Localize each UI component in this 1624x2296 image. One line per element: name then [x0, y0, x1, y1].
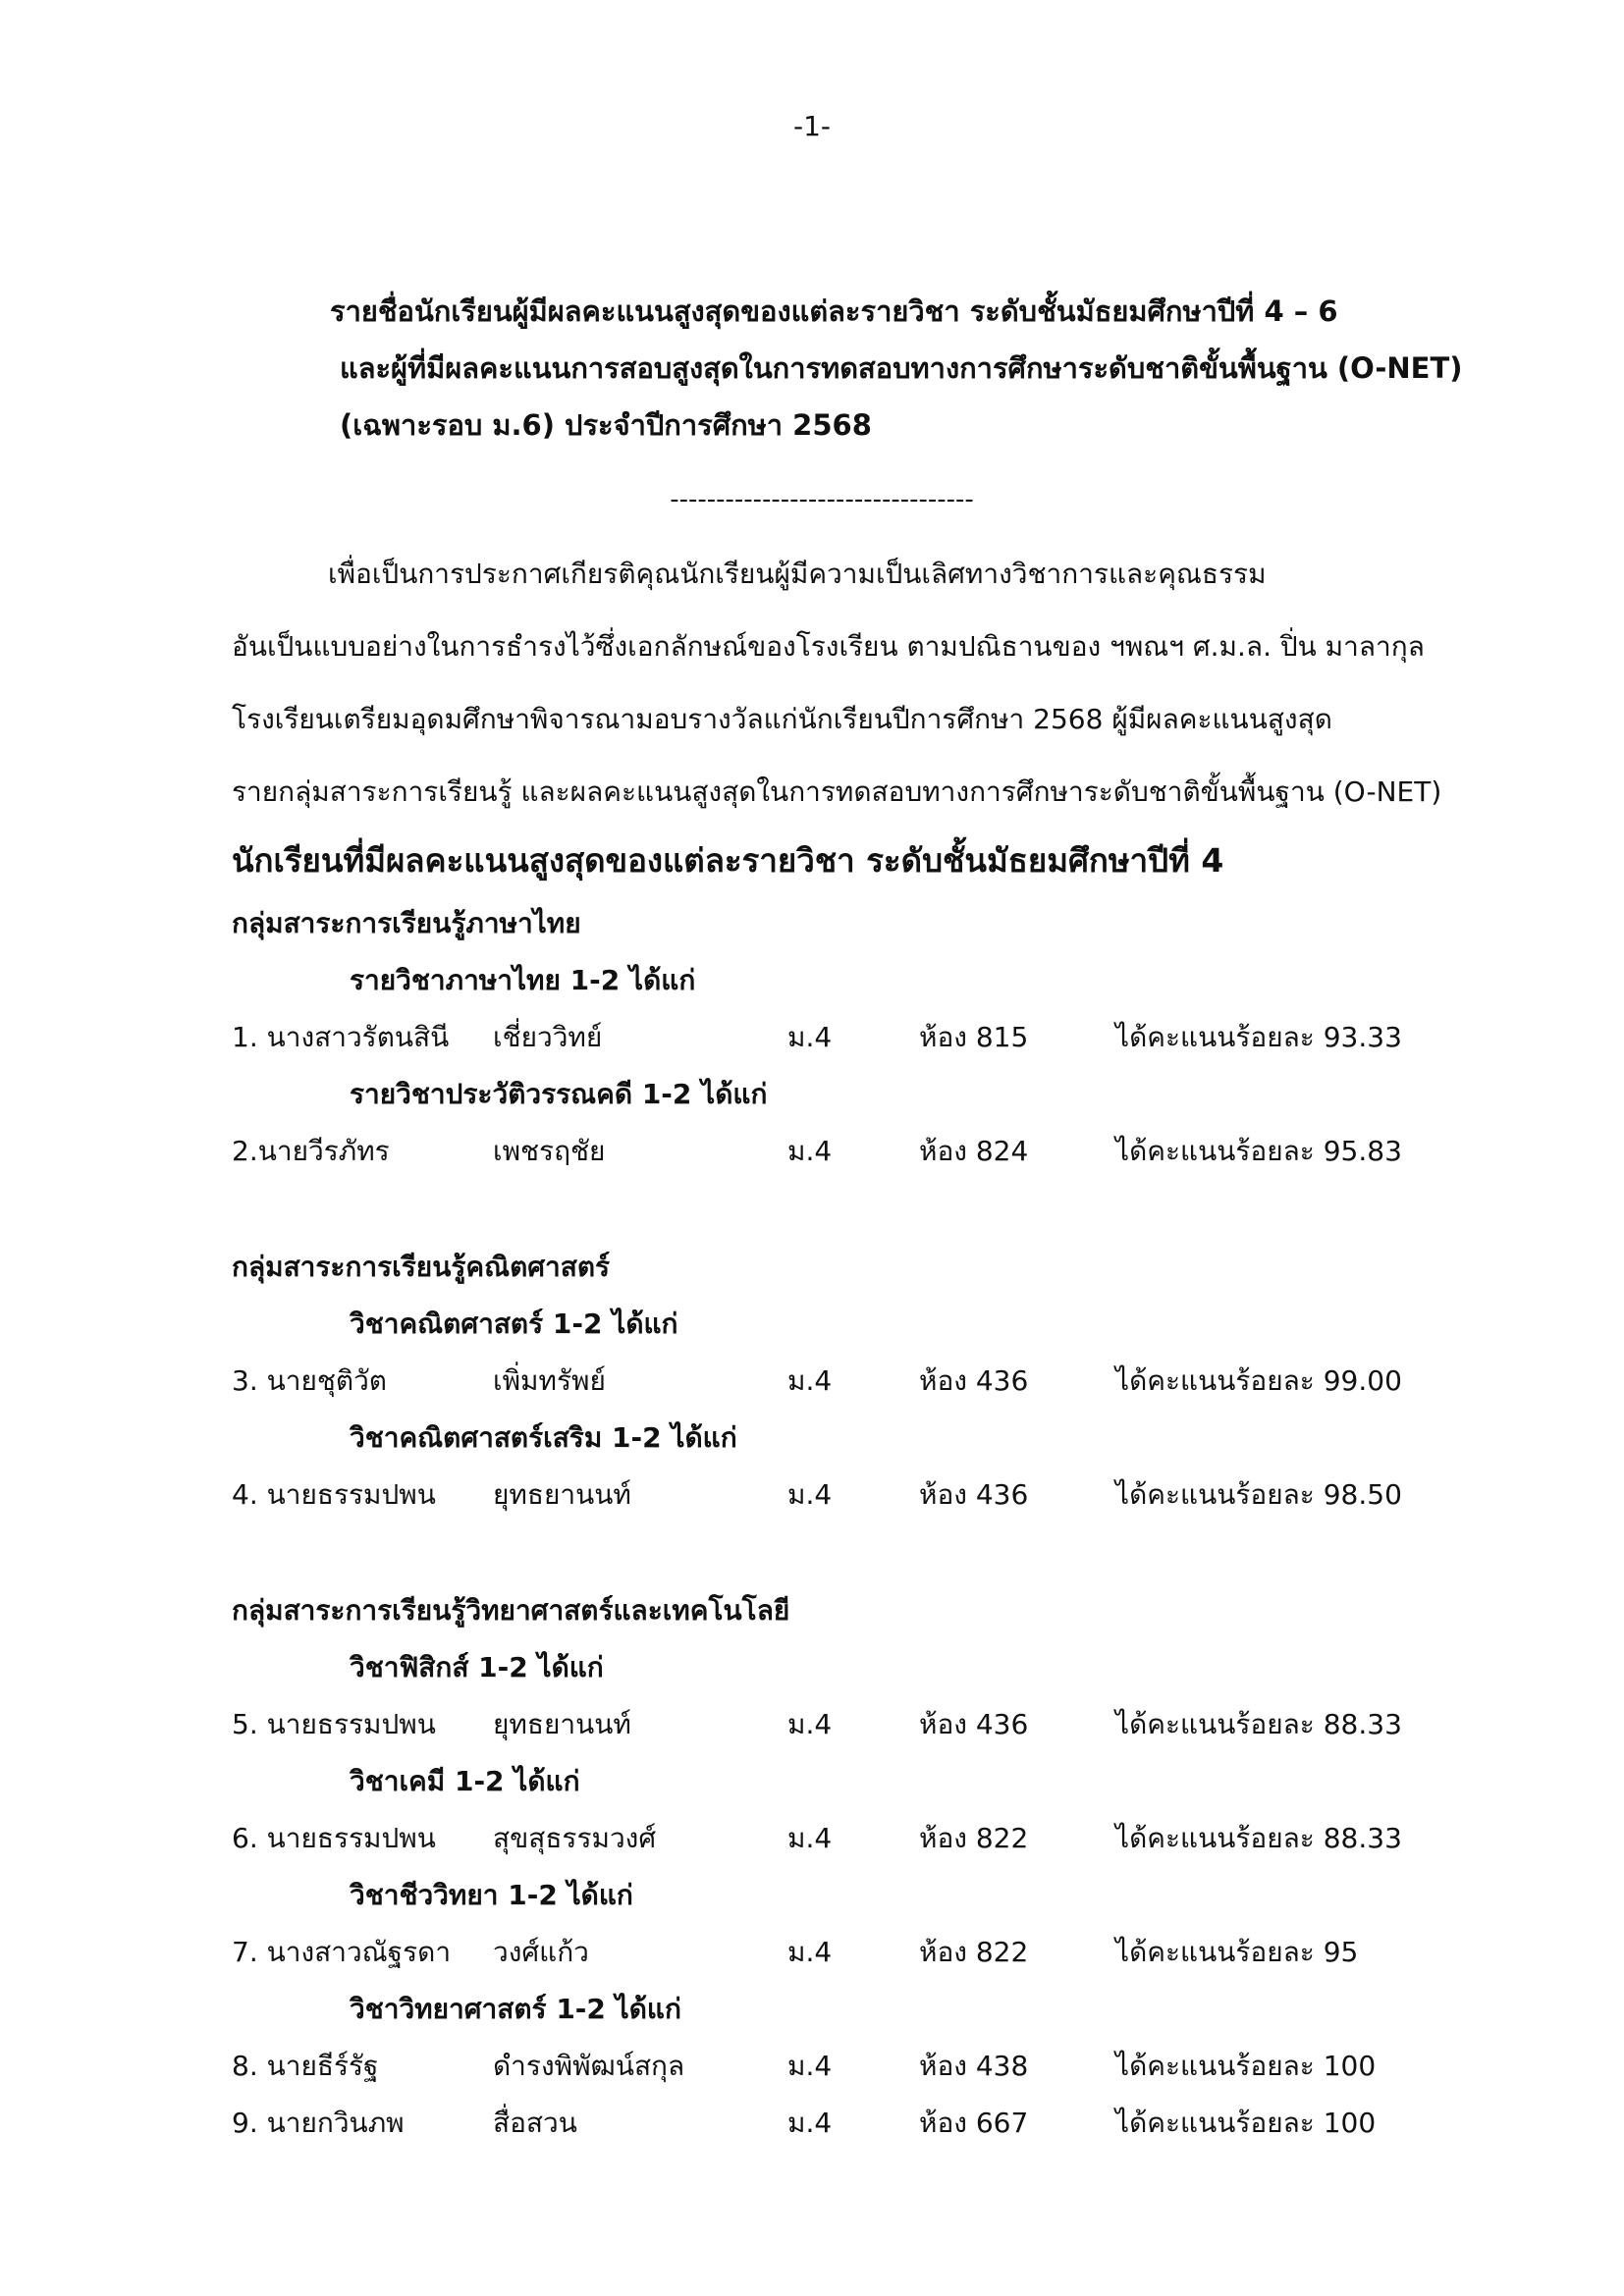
student-level: ม.4: [787, 2107, 833, 2139]
student-level: ม.4: [787, 1021, 833, 1053]
student-row: [232, 1467, 1508, 1523]
subject-heading: วิชาวิทยาศาสตร์ 1-2 ได้แก่: [350, 1993, 681, 2025]
intro-line: เพื่อเป็นการประกาศเกียรติคุณนักเรียนผู้มีความเป็นเลิศทางวิชาการและคุณธรรม: [328, 558, 1267, 590]
student-score: ได้คะแนนร้อยละ 88.33: [1115, 1822, 1402, 1854]
student-room: ห้อง 815: [919, 1021, 1029, 1053]
intro-paragraph: [232, 538, 1498, 828]
student-surname: วงศ์แก้ว: [493, 1936, 589, 1968]
award-list: [232, 895, 1508, 2152]
subject-heading: วิชาคณิตศาสตร์เสริม 1-2 ได้แก่: [350, 1421, 737, 1454]
student-surname: เพชรฤชัย: [493, 1135, 606, 1167]
student-room: ห้อง 667: [919, 2107, 1029, 2139]
student-surname: สุขสุธรรมวงศ์: [493, 1822, 657, 1854]
student-room: ห้อง 822: [919, 1822, 1029, 1854]
student-surname: เพิ่มทรัพย์: [493, 1364, 606, 1397]
divider-line: ---------------------------------: [670, 485, 974, 514]
student-name: 6. นายธรรมปพน: [232, 1822, 436, 1854]
section-heading: นักเรียนที่มีผลคะแนนสูงสุดของแต่ละรายวิชา ระดับชั้นมัธยมศึกษาปีที่ 4: [232, 841, 1224, 880]
student-score: ได้คะแนนร้อยละ 100: [1115, 2050, 1377, 2082]
student-name: 7. นางสาวณัฐรดา: [232, 1936, 452, 1968]
student-level: ม.4: [787, 1364, 833, 1397]
student-surname: ยุทธยานนท์: [493, 1708, 631, 1740]
student-level: ม.4: [787, 1822, 833, 1854]
student-room: ห้อง 822: [919, 1936, 1029, 1968]
subject-heading: วิชาชีววิทยา 1-2 ได้แก่: [350, 1879, 633, 1911]
title-line: (เฉพาะรอบ ม.6) ประจำปีการศึกษา 2568: [340, 408, 872, 442]
subject-heading: วิชาคณิตศาสตร์ 1-2 ได้แก่: [350, 1308, 678, 1340]
spacer: [232, 1523, 1508, 1582]
student-surname: ยุทธยานนท์: [493, 1478, 631, 1511]
subject-heading: วิชาเคมี 1-2 ได้แก่: [350, 1765, 580, 1797]
student-score: ได้คะแนนร้อยละ 88.33: [1115, 1708, 1402, 1740]
intro-line: โรงเรียนเตรียมอุดมศึกษาพิจารณามอบรางวัลแก่นักเรียนปีการศึกษา 2568 ผู้มีผลคะแนนสูงสุด: [232, 703, 1332, 735]
student-score: ได้คะแนนร้อยละ 95: [1115, 1936, 1359, 1968]
student-row: [232, 1696, 1508, 1753]
student-row: [232, 1353, 1508, 1410]
document-title: [330, 283, 1508, 454]
student-name: 5. นายธรรมปพน: [232, 1708, 436, 1740]
student-level: ม.4: [787, 1478, 833, 1511]
student-name: 2.นายวีรภัทร: [232, 1135, 390, 1167]
student-surname: เชี่ยววิทย์: [493, 1021, 603, 1053]
student-score: ได้คะแนนร้อยละ 100: [1115, 2107, 1377, 2139]
student-surname: ดำรงพิพัฒน์สกุล: [493, 2050, 685, 2082]
page-number: -1-: [792, 110, 832, 142]
student-level: ม.4: [787, 1135, 833, 1167]
student-row: [232, 1924, 1508, 1981]
group-heading-math: กลุ่มสาระการเรียนรู้คณิตศาสตร์: [232, 1251, 611, 1283]
student-name: 4. นายธรรมปพน: [232, 1478, 436, 1511]
student-score: ได้คะแนนร้อยละ 98.50: [1115, 1478, 1402, 1511]
group-heading-science: กลุ่มสาระการเรียนรู้วิทยาศาสตร์และเทคโนโลยี: [232, 1594, 790, 1627]
subject-heading: รายวิชาภาษาไทย 1-2 ได้แก่: [350, 964, 696, 996]
student-room: ห้อง 436: [919, 1708, 1029, 1740]
group-heading-thai: กลุ่มสาระการเรียนรู้ภาษาไทย: [232, 907, 581, 939]
subject-heading: รายวิชาประวัติวรรณคดี 1-2 ได้แก่: [350, 1078, 768, 1110]
student-score: ได้คะแนนร้อยละ 95.83: [1115, 1135, 1402, 1167]
student-level: ม.4: [787, 1936, 833, 1968]
spacer: [232, 1180, 1508, 1239]
student-name: 9. นายกวินภพ: [232, 2107, 405, 2139]
student-room: ห้อง 436: [919, 1478, 1029, 1511]
student-level: ม.4: [787, 2050, 833, 2082]
student-score: ได้คะแนนร้อยละ 99.00: [1115, 1364, 1402, 1397]
title-line: รายชื่อนักเรียนผู้มีผลคะแนนสูงสุดของแต่ละรายวิชา ระดับชั้นมัธยมศึกษาปีที่ 4 – 6: [330, 294, 1338, 328]
student-level: ม.4: [787, 1708, 833, 1740]
student-score: ได้คะแนนร้อยละ 93.33: [1115, 1021, 1402, 1053]
student-row: [232, 1123, 1508, 1180]
intro-line: อันเป็นแบบอย่างในการธำรงไว้ซึ่งเอกลักษณ์ของโรงเรียน ตามปณิธานของ ฯพณฯ ศ.ม.ล. ปิ่น มาลากุล: [232, 630, 1425, 663]
student-room: ห้อง 824: [919, 1135, 1029, 1167]
student-row: [232, 1009, 1508, 1066]
student-name: 3. นายชุติวัต: [232, 1364, 387, 1397]
subject-heading: วิชาฟิสิกส์ 1-2 ได้แก่: [350, 1651, 604, 1683]
intro-line: รายกลุ่มสาระการเรียนรู้ และผลคะแนนสูงสุดในการทดสอบทางการศึกษาระดับชาติขั้นพื้นฐาน (O-NET): [232, 775, 1442, 808]
student-row: [232, 1810, 1508, 1867]
student-row: [232, 2095, 1508, 2152]
student-name: 8. นายธีร์รัฐ: [232, 2050, 379, 2082]
student-name: 1. นางสาวรัตนสินี: [232, 1021, 450, 1053]
student-surname: สื่อสวน: [493, 2107, 577, 2139]
student-room: ห้อง 438: [919, 2050, 1029, 2082]
title-line: และผู้ที่มีผลคะแนนการสอบสูงสุดในการทดสอบทางการศึกษาระดับชาติขั้นพื้นฐาน (O-NET): [340, 351, 1463, 385]
student-room: ห้อง 436: [919, 1364, 1029, 1397]
student-row: [232, 2038, 1508, 2095]
